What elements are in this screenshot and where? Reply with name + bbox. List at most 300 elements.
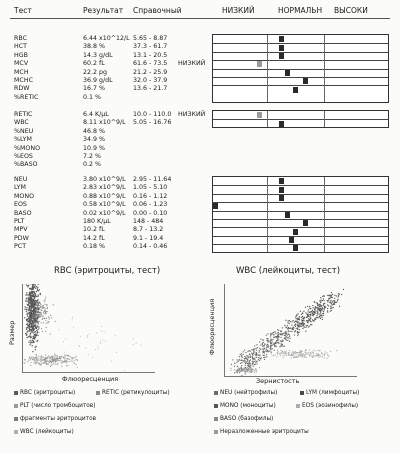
scatter-point xyxy=(252,355,253,356)
scatter-point xyxy=(245,358,246,359)
scatter-point xyxy=(253,361,254,362)
scatter-point xyxy=(63,357,64,358)
scatter-point xyxy=(65,355,66,356)
scatter-point xyxy=(288,329,289,330)
scatter-point xyxy=(35,336,36,337)
result-flag: НИЗКИЙ xyxy=(178,111,206,118)
scatter-point xyxy=(338,296,339,297)
result-value: 180 K/μL xyxy=(83,218,111,225)
scatter-point xyxy=(39,308,40,309)
scatter-point xyxy=(32,359,33,360)
scatter-point xyxy=(300,355,301,356)
scatter-point xyxy=(321,305,322,306)
scatter-point xyxy=(297,327,298,328)
scatter-point xyxy=(281,344,282,345)
scatter-point xyxy=(25,306,26,307)
normal-band-border xyxy=(267,177,268,252)
scatter-point xyxy=(286,336,287,337)
scatter-point xyxy=(256,357,257,358)
scatter-point xyxy=(291,331,292,332)
range-marker-mcv xyxy=(257,61,262,67)
scatter-point xyxy=(289,341,290,342)
scatter-point xyxy=(64,359,65,360)
range-marker-mchc xyxy=(303,78,308,84)
scatter-point xyxy=(30,329,31,330)
scatter-point xyxy=(61,360,62,361)
scatter-point xyxy=(328,298,329,299)
range-marker-lym xyxy=(279,187,284,193)
scatter-point xyxy=(31,306,32,307)
scatter-point xyxy=(305,331,306,332)
scatter-point xyxy=(289,336,290,337)
scatter-point xyxy=(299,326,300,327)
scatter-point xyxy=(35,324,36,325)
scatter-point xyxy=(258,357,259,358)
scatter-point xyxy=(245,371,246,372)
scatter-point xyxy=(64,356,65,357)
scatter-point xyxy=(334,302,335,303)
reference-range: 0.06 - 1.23 xyxy=(133,201,168,209)
wbc-plot-xlabel: Зернистость xyxy=(256,377,300,385)
scatter-point xyxy=(96,332,97,333)
test-name: BASO xyxy=(14,209,32,217)
scatter-point xyxy=(270,347,271,348)
scatter-point xyxy=(307,306,308,307)
scatter-point xyxy=(333,300,334,301)
scatter-point xyxy=(73,357,74,358)
range-marker-pct xyxy=(293,245,298,251)
scatter-point xyxy=(69,356,70,357)
scatter-point xyxy=(37,300,38,301)
scatter-point xyxy=(61,362,62,363)
scatter-point xyxy=(312,357,313,358)
scatter-point xyxy=(28,325,29,326)
scatter-point xyxy=(327,295,328,296)
scatter-point xyxy=(30,359,31,360)
wbc-legend-swatch xyxy=(214,417,218,421)
scatter-point xyxy=(36,358,37,359)
scatter-point xyxy=(253,366,254,367)
grid-line xyxy=(213,185,388,186)
rbc-legend-swatch xyxy=(14,391,18,395)
scatter-point xyxy=(133,344,134,345)
scatter-point xyxy=(322,356,323,357)
scatter-point xyxy=(274,346,275,347)
result-value: 14.2 fL xyxy=(83,234,105,242)
scatter-point xyxy=(300,350,301,351)
scatter-point xyxy=(288,353,289,354)
scatter-point xyxy=(48,361,49,362)
scatter-point xyxy=(53,304,54,305)
scatter-point xyxy=(98,348,99,349)
scatter-point xyxy=(49,360,50,361)
scatter-point xyxy=(235,372,236,373)
grid-line xyxy=(213,43,388,44)
scatter-point xyxy=(321,310,322,311)
scatter-point xyxy=(34,286,35,287)
scatter-point xyxy=(254,364,255,365)
scatter-point xyxy=(26,285,27,286)
scatter-point xyxy=(265,350,266,351)
scatter-point xyxy=(35,296,36,297)
scatter-point xyxy=(45,361,46,362)
scatter-point xyxy=(64,361,65,362)
grid-line xyxy=(213,119,388,120)
test-name: %NEU xyxy=(14,127,34,135)
scatter-point xyxy=(253,369,254,370)
scatter-point xyxy=(239,356,240,357)
scatter-point xyxy=(322,319,323,320)
scatter-point xyxy=(54,353,55,354)
scatter-point xyxy=(247,359,248,360)
test-name: MCHC xyxy=(14,77,33,84)
wbc-scatter-svg xyxy=(225,284,357,376)
scatter-point xyxy=(266,354,267,355)
scatter-point xyxy=(309,312,310,313)
scatter-point xyxy=(309,355,310,356)
scatter-point xyxy=(37,319,38,320)
scatter-point xyxy=(26,331,27,332)
scatter-point xyxy=(299,352,300,353)
scatter-point xyxy=(34,360,35,361)
scatter-point xyxy=(284,325,285,326)
scatter-point xyxy=(33,322,34,323)
scatter-point xyxy=(314,318,315,319)
scatter-point xyxy=(304,357,305,358)
test-name: PCT xyxy=(14,243,27,251)
scatter-point xyxy=(313,320,314,321)
scatter-point xyxy=(288,355,289,356)
scatter-point xyxy=(263,347,264,348)
result-value: 10.2 fL xyxy=(83,226,105,234)
scatter-point xyxy=(298,354,299,355)
scatter-point xyxy=(59,360,60,361)
scatter-point xyxy=(60,357,61,358)
scatter-point xyxy=(303,318,304,319)
scatter-point xyxy=(298,317,299,318)
scatter-point xyxy=(29,327,30,328)
scatter-point xyxy=(26,292,27,293)
scatter-point xyxy=(43,363,44,364)
scatter-point xyxy=(280,343,281,344)
grid-line xyxy=(213,77,388,78)
scatter-point xyxy=(63,362,64,363)
col-high-header: ВЫСОКИ xyxy=(334,6,368,15)
reference-range: 2.95 - 11.64 xyxy=(133,176,172,183)
scatter-point xyxy=(46,358,47,359)
scatter-point xyxy=(36,310,37,311)
scatter-point xyxy=(331,292,332,293)
scatter-point xyxy=(241,360,242,361)
scatter-point xyxy=(339,293,340,294)
scatter-point xyxy=(313,350,314,351)
test-name: %BASO xyxy=(14,161,38,169)
scatter-point xyxy=(26,334,27,335)
scatter-point xyxy=(288,327,289,328)
scatter-point xyxy=(282,357,283,358)
scatter-point xyxy=(320,318,321,319)
scatter-point xyxy=(36,328,37,329)
scatter-point xyxy=(302,323,303,324)
scatter-point xyxy=(343,289,344,290)
scatter-point xyxy=(26,311,27,312)
scatter-point xyxy=(27,323,28,324)
scatter-point xyxy=(27,337,28,338)
scatter-point xyxy=(33,336,34,337)
scatter-point xyxy=(230,368,231,369)
scatter-point xyxy=(88,354,89,355)
scatter-point xyxy=(32,284,33,285)
scatter-point xyxy=(255,348,256,349)
scatter-point xyxy=(259,350,260,351)
scatter-point xyxy=(74,362,75,363)
scatter-point xyxy=(34,292,35,293)
scatter-point xyxy=(41,310,42,311)
scatter-point xyxy=(320,302,321,303)
scatter-point xyxy=(255,360,256,361)
reference-range: 0.00 - 0.10 xyxy=(133,209,168,217)
scatter-point xyxy=(51,361,52,362)
scatter-point xyxy=(48,355,49,356)
scatter-point xyxy=(37,327,38,328)
scatter-point xyxy=(275,355,276,356)
scatter-point xyxy=(327,311,328,312)
scatter-point xyxy=(43,322,44,323)
scatter-point xyxy=(80,336,81,337)
scatter-point xyxy=(314,302,315,303)
scatter-point xyxy=(245,373,246,374)
scatter-point xyxy=(30,322,31,323)
scatter-point xyxy=(45,363,46,364)
scatter-point xyxy=(270,334,271,335)
scatter-point xyxy=(31,291,32,292)
scatter-point xyxy=(26,329,27,330)
scatter-point xyxy=(282,334,283,335)
scatter-point xyxy=(273,337,274,338)
scatter-point xyxy=(334,295,335,296)
col-low-header: НИЗКИЙ xyxy=(222,6,255,15)
scatter-point xyxy=(253,353,254,354)
scatter-point xyxy=(278,330,279,331)
rbc-legend-swatch xyxy=(14,404,18,408)
scatter-point xyxy=(97,346,98,347)
scatter-point xyxy=(40,361,41,362)
scatter-point xyxy=(92,357,93,358)
scatter-point xyxy=(32,329,33,330)
scatter-point xyxy=(243,368,244,369)
scatter-point xyxy=(291,357,292,358)
scatter-point xyxy=(28,316,29,317)
result-value: 0.2 % xyxy=(83,161,101,169)
scatter-point xyxy=(236,362,237,363)
scatter-point xyxy=(310,318,311,319)
scatter-point xyxy=(303,326,304,327)
scatter-point xyxy=(30,315,31,316)
scatter-point xyxy=(331,310,332,311)
scatter-point xyxy=(297,335,298,336)
scatter-point xyxy=(49,358,50,359)
scatter-point xyxy=(310,353,311,354)
scatter-point xyxy=(267,340,268,341)
scatter-point xyxy=(324,351,325,352)
scatter-point xyxy=(252,363,253,364)
scatter-point xyxy=(28,342,29,343)
scatter-point xyxy=(43,360,44,361)
scatter-point xyxy=(327,301,328,302)
scatter-point xyxy=(267,338,268,339)
scatter-point xyxy=(308,318,309,319)
result-value: 46.8 % xyxy=(83,127,106,135)
scatter-point xyxy=(275,343,276,344)
scatter-point xyxy=(272,339,273,340)
scatter-point xyxy=(305,352,306,353)
scatter-point xyxy=(46,304,47,305)
result-value: 3.80 x10^9/L xyxy=(83,176,126,183)
scatter-point xyxy=(316,302,317,303)
scatter-point xyxy=(337,300,338,301)
scatter-point xyxy=(44,360,45,361)
scatter-point xyxy=(246,368,247,369)
scatter-point xyxy=(37,335,38,336)
scatter-point xyxy=(43,307,44,308)
scatter-point xyxy=(71,361,72,362)
scatter-point xyxy=(256,369,257,370)
scatter-point xyxy=(29,328,30,329)
scatter-point xyxy=(276,356,277,357)
scatter-point xyxy=(44,359,45,360)
scatter-point xyxy=(243,361,244,362)
scatter-point xyxy=(62,356,63,357)
scatter-point xyxy=(310,312,311,313)
scatter-point xyxy=(339,306,340,307)
result-value: 6.44 x10^12/L xyxy=(83,35,130,42)
scatter-point xyxy=(305,306,306,307)
scatter-point xyxy=(315,306,316,307)
scatter-point xyxy=(32,287,33,288)
scatter-point xyxy=(277,337,278,338)
scatter-point xyxy=(37,318,38,319)
scatter-point xyxy=(323,305,324,306)
scatter-point xyxy=(45,357,46,358)
scatter-point xyxy=(29,302,30,303)
grid-line xyxy=(213,236,388,237)
scatter-point xyxy=(320,308,321,309)
scatter-point xyxy=(316,307,317,308)
scatter-point xyxy=(38,284,39,285)
scatter-point xyxy=(241,355,242,356)
scatter-point xyxy=(282,327,283,328)
scatter-point xyxy=(277,340,278,341)
scatter-point xyxy=(285,320,286,321)
reference-range: 10.0 - 110.0 xyxy=(133,111,172,118)
range-marker-eos xyxy=(213,203,218,209)
reference-range: 37.3 - 61.7 xyxy=(133,43,168,51)
wbc-legend-0: NEU (нейтрофилы) xyxy=(214,390,277,396)
scatter-point xyxy=(26,298,27,299)
scatter-point xyxy=(287,334,288,335)
scatter-point xyxy=(296,319,297,320)
scatter-point xyxy=(275,331,276,332)
scatter-point xyxy=(35,361,36,362)
scatter-point xyxy=(246,362,247,363)
scatter-point xyxy=(285,334,286,335)
range-marker-mch xyxy=(285,70,290,76)
range-marker-retic xyxy=(257,112,262,118)
scatter-point xyxy=(59,329,60,330)
scatter-point xyxy=(277,354,278,355)
scatter-point xyxy=(27,327,28,328)
scatter-point xyxy=(37,288,38,289)
scatter-point xyxy=(65,361,66,362)
scatter-point xyxy=(269,351,270,352)
scatter-point xyxy=(31,342,32,343)
scatter-point xyxy=(277,332,278,333)
scatter-point xyxy=(328,299,329,300)
scatter-point xyxy=(312,310,313,311)
result-value: 22.2 pg xyxy=(83,68,108,76)
scatter-point xyxy=(254,359,255,360)
reference-range: 148 - 484 xyxy=(133,218,164,225)
range-marker-rbc xyxy=(279,36,284,42)
rbc-legend-1: RETIC (ретикулоциты) xyxy=(96,390,170,396)
scatter-point xyxy=(87,337,88,338)
scatter-point xyxy=(308,352,309,353)
scatter-point xyxy=(104,331,105,332)
scatter-point xyxy=(291,321,292,322)
scatter-point xyxy=(276,336,277,337)
scatter-point xyxy=(31,356,32,357)
scatter-point xyxy=(277,350,278,351)
scatter-point xyxy=(44,318,45,319)
scatter-point xyxy=(41,313,42,314)
scatter-point xyxy=(34,332,35,333)
scatter-point xyxy=(27,361,28,362)
scatter-point xyxy=(324,300,325,301)
scatter-point xyxy=(241,369,242,370)
scatter-point xyxy=(28,318,29,319)
rbc-scatter-svg xyxy=(23,284,155,372)
scatter-point xyxy=(318,357,319,358)
rbc-legend-4: WBC (лейкоциты) xyxy=(14,429,74,435)
wbc-legend-3: EOS (эозинофилы) xyxy=(296,403,358,409)
wbc-legend-4: BASO (базофилы) xyxy=(214,416,273,422)
range-marker-wbc xyxy=(279,121,284,127)
scatter-point xyxy=(31,300,32,301)
scatter-point xyxy=(47,360,48,361)
wbc-legend-swatch xyxy=(214,404,218,408)
scatter-point xyxy=(38,362,39,363)
scatter-point xyxy=(40,304,41,305)
scatter-point xyxy=(240,371,241,372)
scatter-point xyxy=(292,320,293,321)
scatter-point xyxy=(72,361,73,362)
scatter-point xyxy=(29,288,30,289)
scatter-point xyxy=(320,315,321,316)
scatter-point xyxy=(286,339,287,340)
scatter-point xyxy=(329,294,330,295)
scatter-point xyxy=(334,304,335,305)
scatter-point xyxy=(309,306,310,307)
scatter-point xyxy=(37,296,38,297)
scatter-point xyxy=(312,314,313,315)
scatter-point xyxy=(87,335,88,336)
scatter-point xyxy=(338,293,339,294)
scatter-point xyxy=(35,288,36,289)
scatter-point xyxy=(320,312,321,313)
scatter-point xyxy=(55,355,56,356)
scatter-point xyxy=(301,314,302,315)
scatter-point xyxy=(53,363,54,364)
